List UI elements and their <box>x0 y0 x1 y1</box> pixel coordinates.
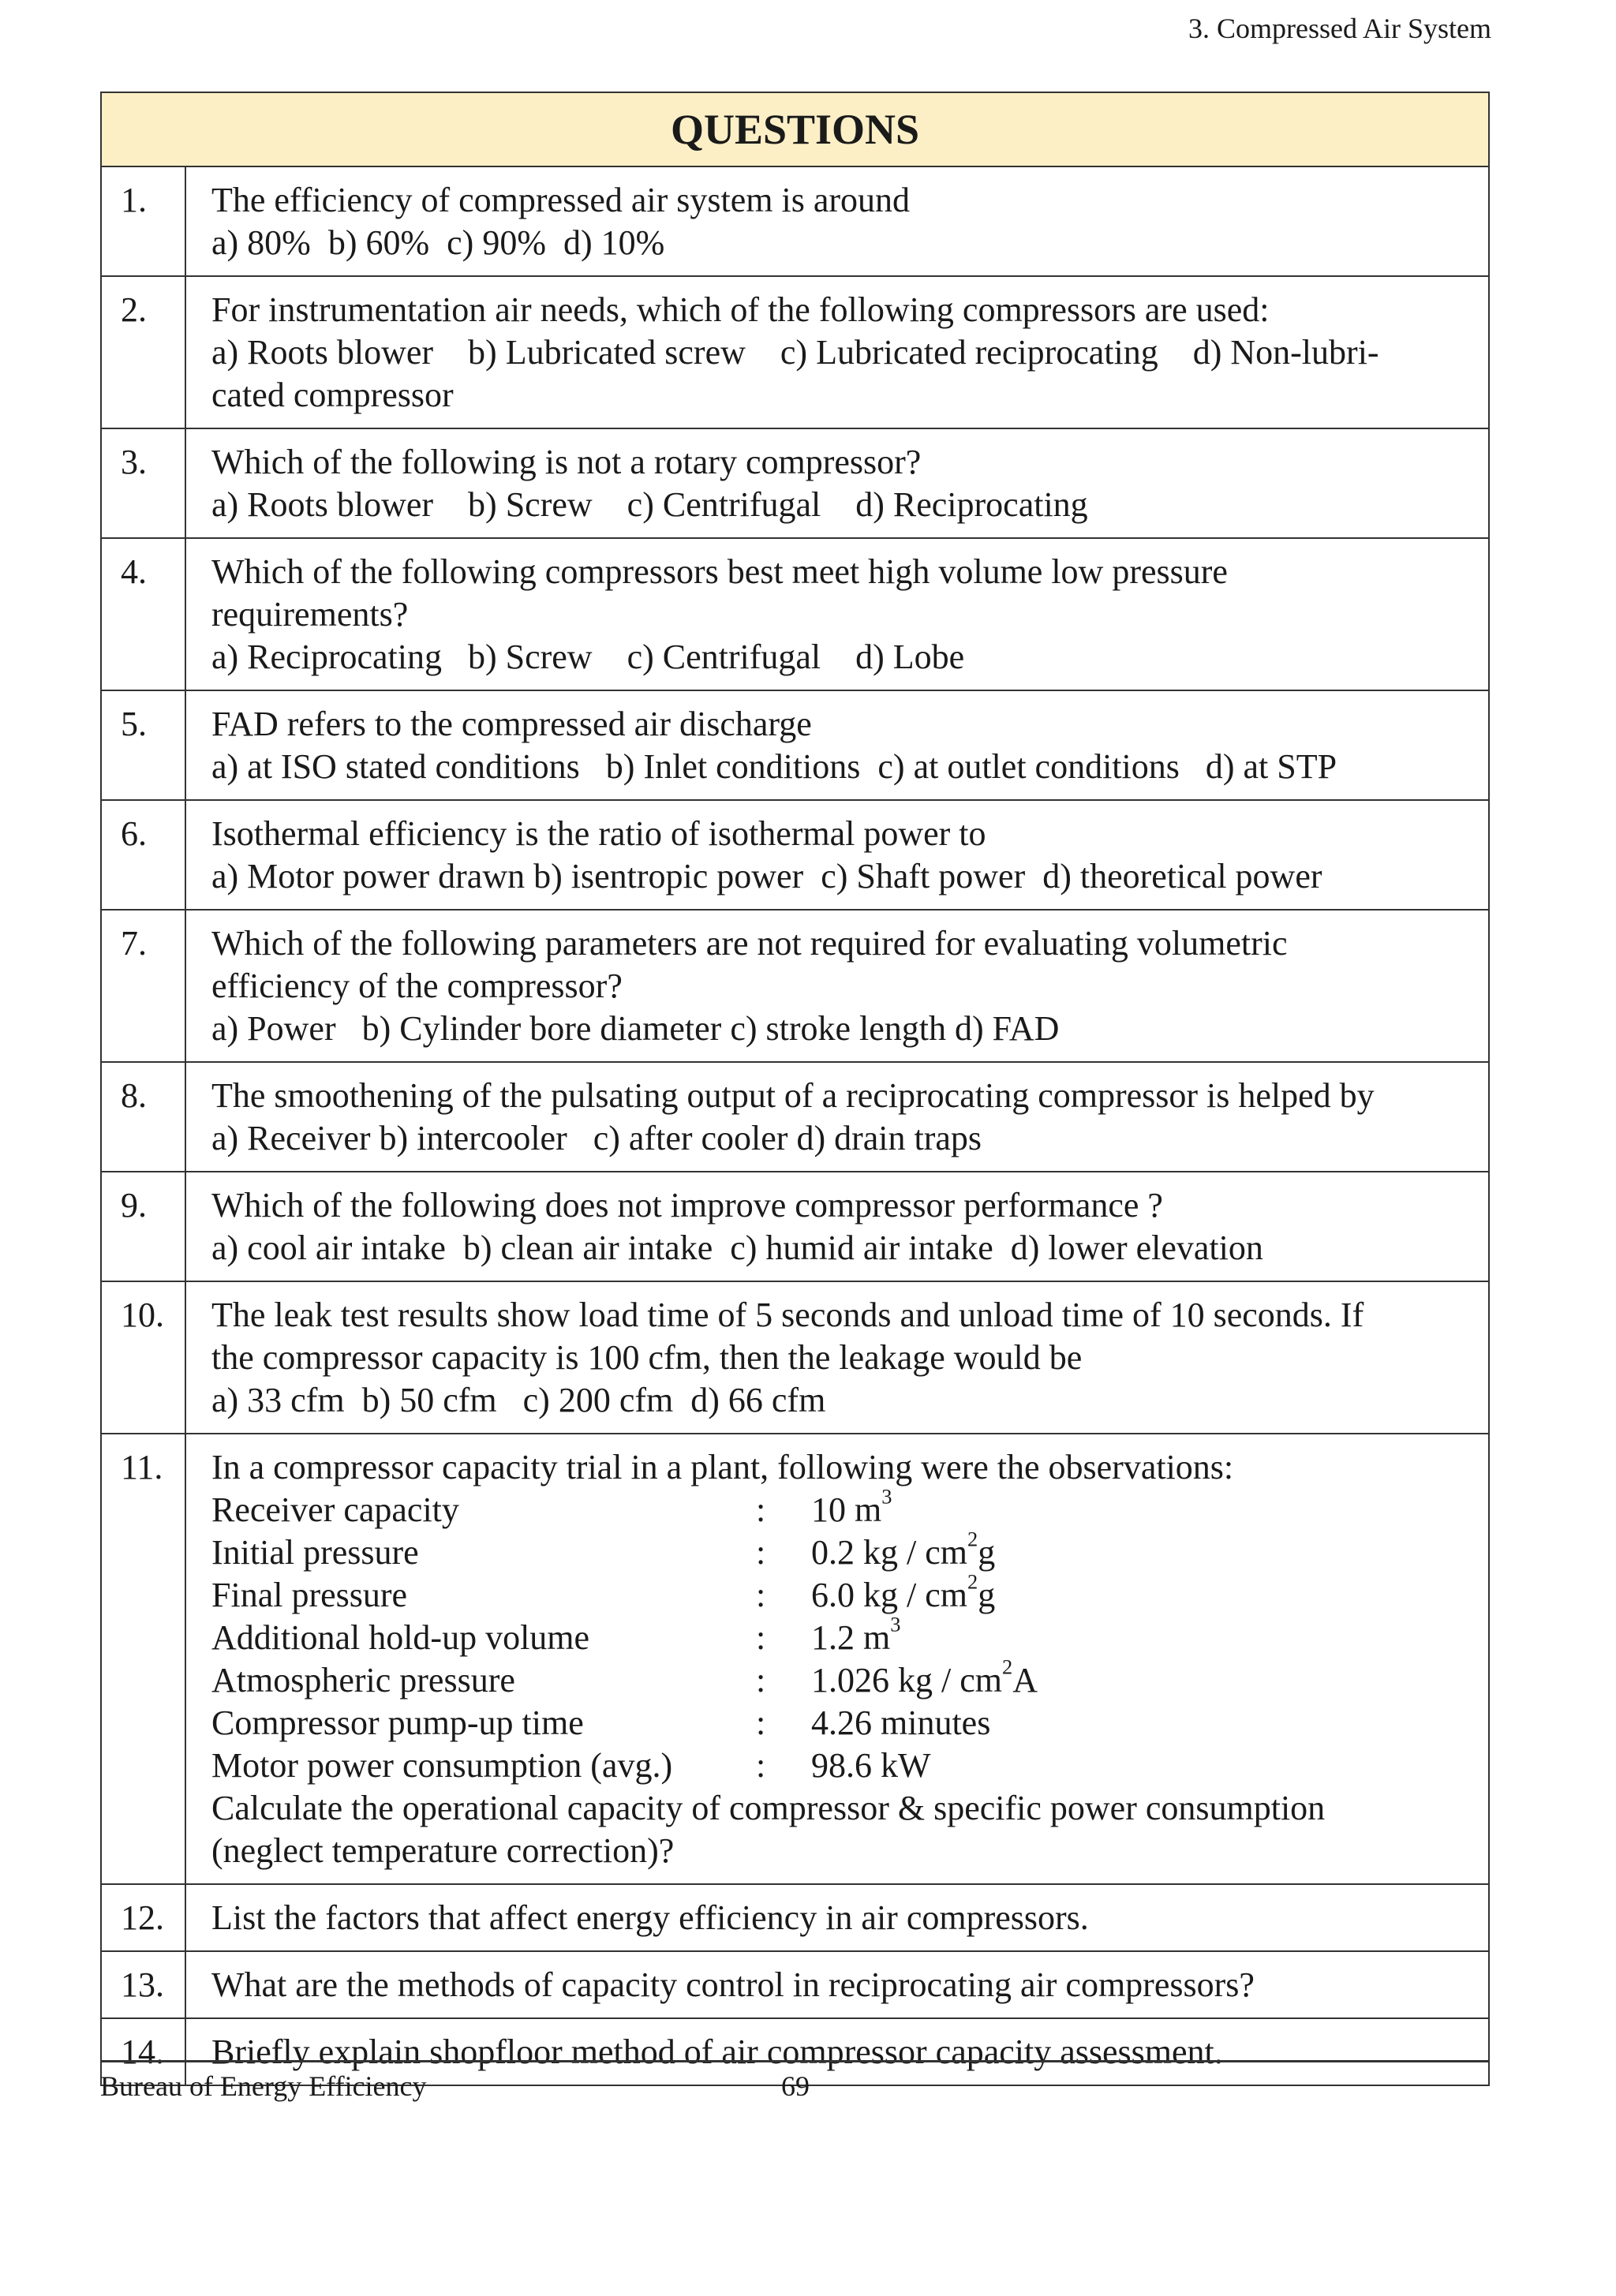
observation-value: 6.0 kg / $cm^2g$ <box>811 1569 996 1614</box>
answer-options: a) Receiver b) intercooler c) after cooler d) drain traps <box>211 1119 982 1157</box>
observation-value: 0.2 kg / $cm^2g$ <box>811 1527 996 1572</box>
question-number: 7. <box>101 910 185 1062</box>
question-line: Calculate the operational capacity of compressor & specific power consumption <box>211 1789 1326 1827</box>
observation-separator: : <box>756 1533 766 1572</box>
question-row <box>101 1281 1489 1434</box>
question-line: Which of the following does not improve compressor performance ? <box>211 1186 1163 1225</box>
question-line: Briefly explain shopfloor method of air compressor capacity assessment. <box>211 2032 1223 2071</box>
question-row <box>101 166 1489 276</box>
observations-list <box>211 1484 1472 1787</box>
question-line: Which of the following compressors best meet high volume low pressure <box>211 552 1228 591</box>
question-number: 9. <box>101 1172 185 1281</box>
observation-label: Motor power consumption (avg.) <box>211 1746 673 1785</box>
question-line: the compressor capacity is 100 cfm, then the leakage would be <box>211 1338 1083 1377</box>
question-row-11 <box>101 1434 1489 1884</box>
answer-options: a) at ISO stated conditions b) Inlet conditions c) at outlet conditions d) at STP <box>211 747 1337 786</box>
answer-options: a) 33 cfm b) 50 cfm c) 200 cfm d) 66 cfm <box>211 1381 826 1419</box>
question-text <box>185 538 1489 690</box>
question-text <box>185 1172 1489 1281</box>
question-text <box>185 1434 1489 1884</box>
observation-value: 4.26 minutes <box>811 1703 991 1742</box>
observation-separator: : <box>756 1490 766 1529</box>
question-number: 8. <box>101 1062 185 1172</box>
question-row <box>101 800 1489 910</box>
question-text <box>185 910 1489 1062</box>
observation-value: 1.2 $m^3$ <box>811 1612 901 1657</box>
question-row <box>101 428 1489 538</box>
question-line: Which of the following is not a rotary compressor? <box>211 443 922 481</box>
question-row <box>101 1951 1489 2018</box>
question-line: Which of the following parameters are not required for evaluating volumetric <box>211 924 1288 963</box>
answer-options: a) Motor power drawn b) isentropic power c) Shaft power d) theoretical power <box>211 857 1322 896</box>
footer-divider <box>100 2060 1490 2062</box>
question-row <box>101 276 1489 428</box>
question-line: The smoothening of the pulsating output of a reciprocating compressor is helped by <box>211 1076 1375 1115</box>
question-line: The efficiency of compressed air system is around <box>211 181 911 219</box>
observation-separator: : <box>756 1661 766 1700</box>
observation-label: Initial pressure <box>211 1533 419 1572</box>
question-number: 11. <box>101 1434 185 1884</box>
question-text <box>185 276 1489 428</box>
question-line: efficiency of the compressor? <box>211 967 623 1005</box>
question-text <box>185 428 1489 538</box>
observation-separator: : <box>756 1746 766 1785</box>
answer-options: a) cool air intake b) clean air intake c) humid air intake d) lower elevation <box>211 1228 1263 1267</box>
question-number: 14. <box>101 2018 185 2085</box>
question-number: 13. <box>101 1951 185 2018</box>
question-line: FAD refers to the compressed air discharge <box>211 705 812 743</box>
page-number: 69 <box>781 2070 810 2102</box>
answer-options: a) Power b) Cylinder bore diameter c) stroke length d) FAD <box>211 1009 1060 1048</box>
question-line: List the factors that affect energy efficiency in air compressors. <box>211 1898 1089 1937</box>
answer-options: a) Reciprocating b) Screw c) Centrifugal d) Lobe <box>211 638 965 676</box>
running-header: 3. Compressed Air System <box>1188 13 1491 44</box>
question-number: 4. <box>101 538 185 690</box>
question-line: (neglect temperature correction)? <box>211 1831 675 1870</box>
answer-options: a) 80% b) 60% c) 90% d) 10% <box>211 223 665 262</box>
observation-label: Additional hold-up volume <box>211 1618 590 1657</box>
question-line: The leak test results show load time of 5 seconds and unload time of 10 seconds. If <box>211 1296 1364 1334</box>
question-number: 12. <box>101 1884 185 1951</box>
answer-options: cated compressor <box>211 376 454 414</box>
observation-label: Receiver capacity <box>211 1490 459 1529</box>
question-number: 10. <box>101 1281 185 1434</box>
question-number: 3. <box>101 428 185 538</box>
question-line: In a compressor capacity trial in a plant, following were the observations: <box>211 1448 1234 1486</box>
question-line: Isothermal efficiency is the ratio of isothermal power to <box>211 814 986 853</box>
question-row <box>101 910 1489 1062</box>
question-row <box>101 1884 1489 1951</box>
question-row <box>101 1062 1489 1172</box>
observation-label: Atmospheric pressure <box>211 1661 515 1700</box>
question-text <box>185 166 1489 276</box>
questions-heading: QUESTIONS <box>101 92 1489 166</box>
question-row <box>101 538 1489 690</box>
observation-value: 1.026 kg / $cm^2A$ <box>811 1655 1038 1700</box>
footer-publisher: Bureau of Energy Efficiency <box>100 2070 427 2102</box>
question-text <box>185 1062 1489 1172</box>
question-text <box>185 800 1489 910</box>
observation-label: Compressor pump-up time <box>211 1703 584 1742</box>
question-text <box>185 1951 1489 2018</box>
observation-label: Final pressure <box>211 1576 408 1614</box>
question-row <box>101 690 1489 800</box>
questions-table <box>100 92 1490 2086</box>
question-number: 5. <box>101 690 185 800</box>
answer-options: a) Roots blower b) Lubricated screw c) Lubricated reciprocating d) Non-lubri- <box>211 333 1379 372</box>
observation-separator: : <box>756 1576 766 1614</box>
question-row <box>101 1172 1489 1281</box>
question-number: 2. <box>101 276 185 428</box>
answer-options: a) Roots blower b) Screw c) Centrifugal d) Reciprocating <box>211 485 1088 524</box>
question-text <box>185 1281 1489 1434</box>
question-number: 6. <box>101 800 185 910</box>
question-line: requirements? <box>211 595 409 634</box>
observation-value: 98.6 kW <box>811 1746 931 1785</box>
question-line: What are the methods of capacity control in reciprocating air compressors? <box>211 1965 1255 2004</box>
question-number: 1. <box>101 166 185 276</box>
observation-separator: : <box>756 1618 766 1657</box>
question-line: For instrumentation air needs, which of the following compressors are used: <box>211 290 1270 329</box>
observation-separator: : <box>756 1703 766 1742</box>
observation-value: 10 $m^3$ <box>811 1484 892 1529</box>
question-text <box>185 690 1489 800</box>
question-text <box>185 1884 1489 1951</box>
